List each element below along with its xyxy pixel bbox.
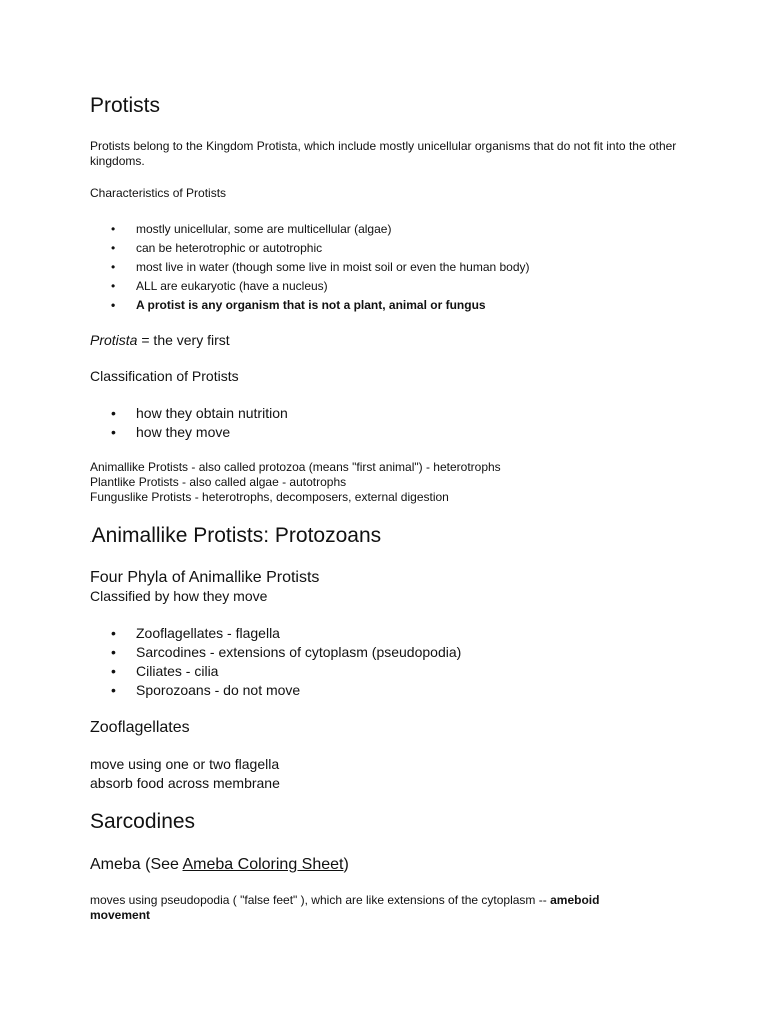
bullet-icon: • bbox=[111, 424, 116, 440]
list-item: • can be heterotrophic or autotrophic bbox=[90, 239, 710, 258]
ameba-coloring-sheet-link[interactable]: Ameba Coloring Sheet bbox=[182, 856, 344, 873]
leading-dot: . bbox=[90, 538, 92, 544]
list-item: • Zooflagellates - flagella bbox=[111, 625, 280, 641]
zooflagellates-heading: Zooflagellates bbox=[90, 719, 190, 736]
bullet-icon: • bbox=[111, 222, 116, 236]
bullet-icon: • bbox=[111, 241, 116, 255]
phyla-list bbox=[90, 624, 710, 700]
ameba-prefix: Ameba (See bbox=[90, 856, 183, 873]
section-title-animallike bbox=[90, 524, 690, 553]
intro-paragraph: Protists belong to the Kingdom Protista, which include mostly unicellular organisms that do not fit into the other kingdoms. bbox=[90, 139, 677, 168]
bullet-icon: • bbox=[111, 625, 116, 641]
bullet-icon: • bbox=[111, 279, 116, 293]
section-title-text: Animallike Protists: Protozoans bbox=[91, 524, 382, 547]
protista-definition bbox=[90, 331, 690, 350]
phyla-heading: Four Phyla of Animallike Protists bbox=[90, 569, 320, 586]
sarcodines-title: Sarcodines bbox=[90, 810, 196, 833]
protista-meaning: = the very first bbox=[137, 332, 230, 348]
characteristics-heading: Characteristics of Protists bbox=[90, 186, 227, 200]
list-item: • Sporozoans - do not move bbox=[111, 682, 301, 698]
group-line-funguslike: Funguslike Protists - heterotrophs, decomposers, external digestion bbox=[90, 490, 449, 504]
bullet-icon: • bbox=[111, 644, 116, 660]
list-item: • most live in water (though some live in moist soil or even the human body) bbox=[90, 258, 710, 277]
ameba-heading bbox=[90, 855, 690, 874]
list-item: • how they move bbox=[111, 424, 231, 440]
list-item: • A protist is any organism that is not a plant, animal or fungus bbox=[90, 296, 710, 315]
list-item: • Sarcodines - extensions of cytoplasm (pseudopodia) bbox=[111, 644, 462, 660]
list-item: • mostly unicellular, some are multicellular (algae) bbox=[90, 220, 710, 239]
bullet-icon: • bbox=[111, 663, 116, 679]
bullet-icon: • bbox=[111, 298, 116, 312]
zooflagellates-line-2: absorb food across membrane bbox=[90, 775, 280, 791]
ameba-suffix: ) bbox=[343, 856, 349, 873]
group-line-plantlike: Plantlike Protists - also called algae - autotrophs bbox=[90, 475, 347, 489]
page-title: Protists bbox=[90, 94, 161, 117]
bullet-icon: • bbox=[111, 260, 116, 274]
list-item: • ALL are eukaryotic (have a nucleus) bbox=[90, 277, 710, 296]
ameba-movement-paragraph bbox=[90, 893, 650, 923]
classification-heading: Classification of Protists bbox=[90, 368, 239, 384]
characteristics-list bbox=[90, 220, 710, 315]
bullet-icon: • bbox=[111, 682, 116, 698]
zooflagellates-line-1: move using one or two flagella bbox=[90, 756, 280, 772]
protista-term: Protista bbox=[90, 332, 138, 348]
bullet-icon: • bbox=[111, 405, 116, 421]
phyla-subheading: Classified by how they move bbox=[90, 588, 268, 604]
list-item: • how they obtain nutrition bbox=[111, 405, 288, 421]
classification-list bbox=[90, 404, 710, 442]
list-item: • Ciliates - cilia bbox=[111, 663, 219, 679]
ameboid-movement-term: ameboid movement bbox=[90, 893, 600, 922]
ameba-movement-text: moves using pseudopodia ( "false feet" ), which are like extensions of the cytoplasm -- bbox=[90, 893, 547, 907]
group-line-animallike: Animallike Protists - also called protozoa (means "first animal") - heterotrophs bbox=[90, 460, 501, 474]
